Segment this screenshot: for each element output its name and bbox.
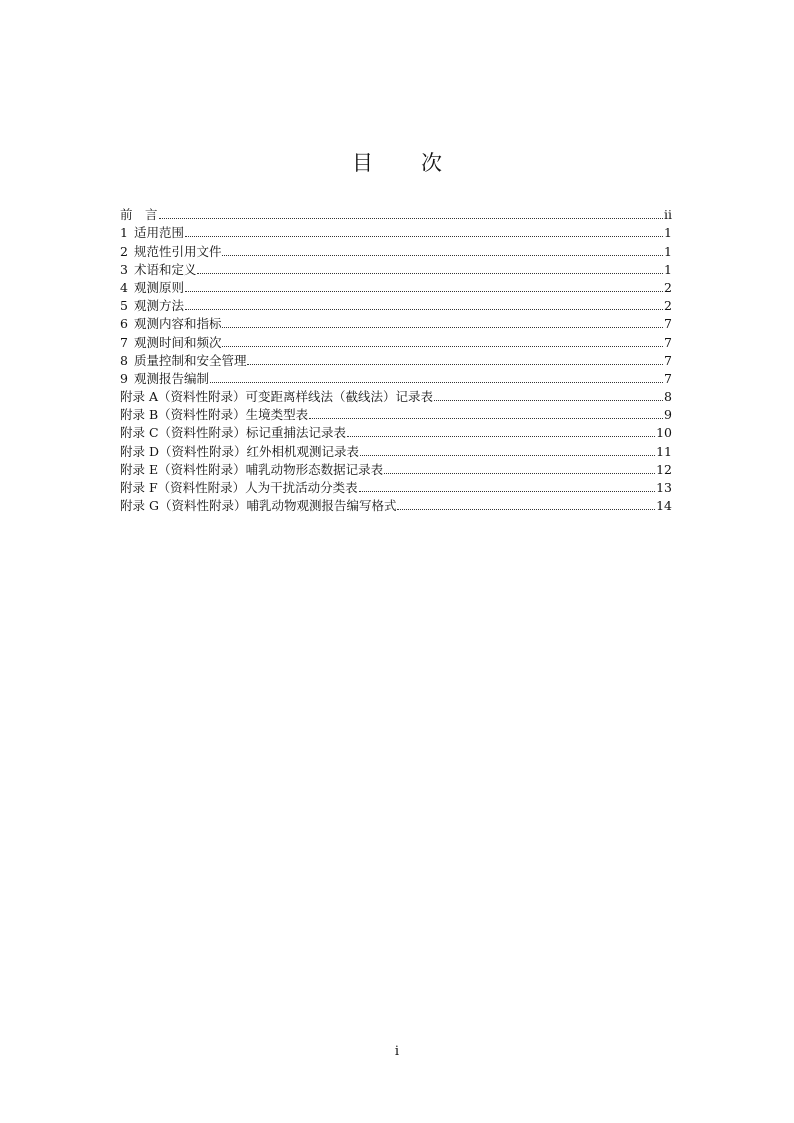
toc-entry[interactable] bbox=[120, 350, 672, 368]
table-of-contents bbox=[120, 204, 672, 513]
toc-entry-page: ii bbox=[664, 207, 672, 223]
toc-entry-label bbox=[120, 371, 209, 386]
toc-entry-number: 8 bbox=[120, 352, 128, 368]
toc-entry[interactable] bbox=[120, 440, 672, 458]
toc-entry-label bbox=[120, 280, 184, 295]
toc-entry-page: 12 bbox=[656, 461, 672, 477]
page-title bbox=[0, 147, 794, 177]
toc-entry-label bbox=[120, 298, 184, 313]
toc-entry-number: 5 bbox=[120, 298, 128, 314]
toc-entry[interactable] bbox=[120, 477, 672, 495]
toc-entry-label bbox=[120, 353, 246, 368]
toc-leader-dots bbox=[222, 254, 663, 256]
toc-entry-page: 7 bbox=[664, 334, 672, 350]
toc-leader-dots bbox=[185, 290, 663, 292]
toc-entry-page: 7 bbox=[664, 316, 672, 332]
toc-entry-page: 9 bbox=[664, 407, 672, 423]
toc-entry[interactable] bbox=[120, 295, 672, 313]
toc-entry-text: 观测内容和指标 bbox=[133, 316, 222, 332]
toc-entry[interactable] bbox=[120, 368, 672, 386]
toc-entry[interactable] bbox=[120, 240, 672, 258]
page-number: i bbox=[394, 1044, 400, 1059]
toc-leader-dots bbox=[359, 490, 655, 492]
toc-entry-number: 7 bbox=[120, 334, 128, 350]
toc-entry-label: 附录 D（资料性附录）红外相机观测记录表 bbox=[120, 443, 359, 459]
toc-entry-page: 7 bbox=[664, 370, 672, 386]
toc-entry-page: 1 bbox=[664, 243, 672, 259]
toc-entry-number: 9 bbox=[120, 370, 128, 386]
toc-entry-number: 6 bbox=[120, 316, 128, 332]
toc-entry-text: 规范性引用文件 bbox=[133, 243, 222, 259]
toc-leader-dots bbox=[185, 235, 663, 237]
toc-entry[interactable] bbox=[120, 459, 672, 477]
page-title-part2: 次 bbox=[421, 151, 442, 175]
toc-leader-dots bbox=[210, 381, 663, 383]
toc-entry-page: 8 bbox=[664, 389, 672, 405]
toc-entry-number: 4 bbox=[120, 279, 128, 295]
toc-leader-dots bbox=[384, 472, 655, 474]
toc-leader-dots bbox=[347, 435, 655, 437]
toc-entry-label bbox=[120, 316, 221, 331]
toc-leader-dots bbox=[309, 417, 663, 419]
toc-entry[interactable] bbox=[120, 386, 672, 404]
toc-entry[interactable] bbox=[120, 404, 672, 422]
toc-entry-text: 观测方法 bbox=[133, 298, 184, 314]
toc-leader-dots bbox=[360, 454, 655, 456]
toc-entry[interactable] bbox=[120, 222, 672, 240]
toc-leader-dots bbox=[185, 308, 663, 310]
toc-leader-dots bbox=[222, 345, 663, 347]
toc-entry-page: 2 bbox=[664, 279, 672, 295]
toc-entry-text: 适用范围 bbox=[133, 225, 184, 241]
toc-entry[interactable] bbox=[120, 495, 672, 513]
toc-entry-number: 2 bbox=[120, 243, 128, 259]
toc-entry-page: 1 bbox=[664, 261, 672, 277]
toc-leader-dots bbox=[247, 363, 663, 365]
toc-entry-label: 附录 B（资料性附录）生境类型表 bbox=[120, 407, 309, 423]
toc-entry-label: 附录 C（资料性附录）标记重捕法记录表 bbox=[120, 425, 347, 441]
toc-entry-label: 附录 G（资料性附录）哺乳动物观测报告编写格式 bbox=[120, 498, 397, 514]
toc-entry-text: 术语和定义 bbox=[133, 261, 197, 277]
toc-entry-page: 7 bbox=[664, 352, 672, 368]
toc-entry-label: 附录 F（资料性附录）人为干扰活动分类表 bbox=[120, 480, 358, 495]
toc-entry-number: 1 bbox=[120, 225, 128, 241]
toc-entry-label: 附录 E（资料性附录）哺乳动物形态数据记录表 bbox=[120, 461, 384, 477]
toc-entry[interactable] bbox=[120, 259, 672, 277]
toc-leader-dots bbox=[397, 508, 655, 510]
toc-leader-dots bbox=[159, 217, 663, 219]
toc-entry[interactable] bbox=[120, 313, 672, 331]
toc-entry-text: 观测原则 bbox=[133, 279, 184, 295]
toc-entry[interactable] bbox=[120, 277, 672, 295]
toc-entry-text: 观测报告编制 bbox=[133, 370, 209, 386]
toc-leader-dots bbox=[222, 326, 663, 328]
toc-entry-label bbox=[120, 225, 184, 240]
toc-entry-text: 观测时间和频次 bbox=[133, 334, 222, 350]
toc-entry-page: 1 bbox=[664, 225, 672, 241]
toc-entry[interactable] bbox=[120, 331, 672, 349]
page-title-part1: 目 bbox=[352, 151, 373, 175]
toc-entry-page: 11 bbox=[656, 443, 672, 459]
toc-entry-label bbox=[120, 335, 221, 350]
toc-entry-page: 14 bbox=[656, 498, 672, 514]
toc-entry[interactable] bbox=[120, 422, 672, 440]
toc-leader-dots bbox=[197, 272, 663, 274]
toc-entry-label: 前 言 bbox=[120, 207, 158, 223]
toc-entry-label bbox=[120, 262, 196, 277]
toc-entry[interactable] bbox=[120, 204, 672, 222]
toc-entry-page: 13 bbox=[656, 480, 672, 495]
toc-entry-page: 2 bbox=[664, 298, 672, 314]
toc-entry-text: 质量控制和安全管理 bbox=[133, 352, 247, 368]
toc-entry-label bbox=[120, 244, 221, 259]
toc-entry-page: 10 bbox=[656, 425, 672, 441]
toc-entry-label: 附录 A（资料性附录）可变距离样线法（截线法）记录表 bbox=[120, 389, 434, 405]
toc-entry-number: 3 bbox=[120, 261, 128, 277]
toc-leader-dots bbox=[434, 399, 663, 401]
